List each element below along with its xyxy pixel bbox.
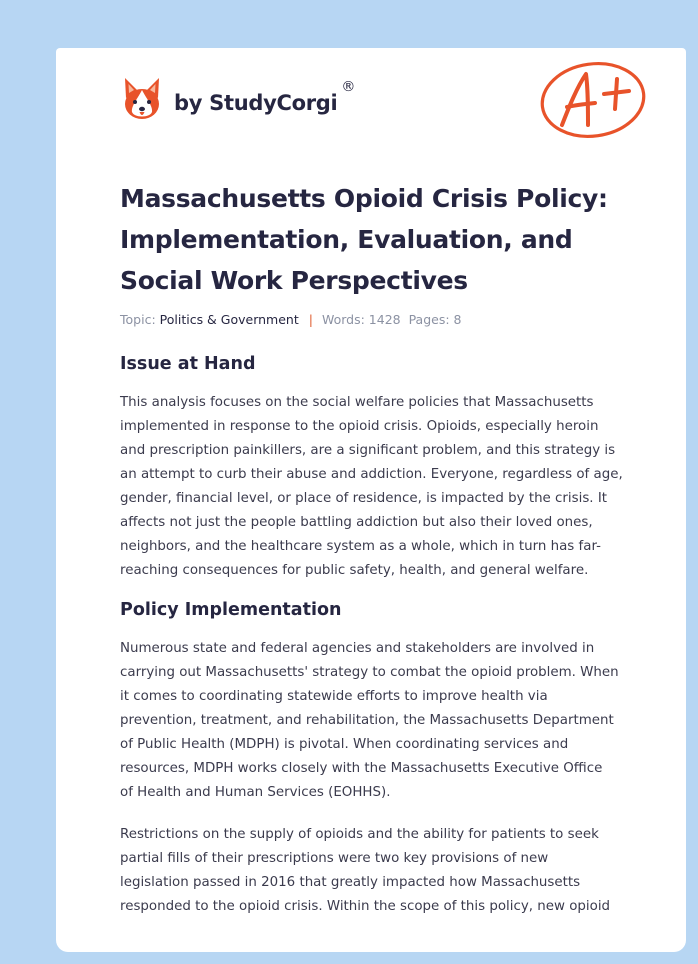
brand-logo[interactable] <box>122 76 355 122</box>
text-line: and prescription painkillers, are a significant problem, and this strategy is <box>120 443 616 458</box>
text-line: prevention, treatment, and rehabilitation, the Massachusetts Department <box>120 713 614 728</box>
text-line: partial fills of their prescriptions were two key provisions of new <box>120 851 549 866</box>
topic-label: Topic: <box>120 312 156 327</box>
text-line: This analysis focuses on the social welfare policies that Massachusetts <box>120 395 594 410</box>
section-heading: Policy Implementation <box>120 600 342 620</box>
text-line: neighbors, and the healthcare system as a whole, which in turn has far- <box>120 539 601 554</box>
text-line: resources, MDPH works closely with the Massachusetts Executive Office <box>120 761 603 776</box>
text-line: responded to the opioid crisis. Within the scope of this policy, new opioid <box>120 899 611 914</box>
text-line: an attempt to curb their abuse and addiction. Everyone, regardless of age, <box>120 467 623 482</box>
document-title <box>120 178 640 301</box>
words-value: 1428 <box>368 312 401 327</box>
title-line: Massachusetts Opioid Crisis Policy: <box>120 184 608 213</box>
paragraph <box>120 637 634 805</box>
document-card <box>56 48 686 952</box>
document-meta <box>120 312 462 327</box>
text-line: gender, financial level, or place of residence, is impacted by the crisis. It <box>120 491 608 506</box>
paragraph <box>120 391 634 583</box>
text-line: reaching consequences for public safety, health, and general welfare. <box>120 563 589 578</box>
meta-separator: | <box>308 312 313 327</box>
paragraph <box>120 823 634 919</box>
text-line: affects not just the people battling addiction but also their loved ones, <box>120 515 593 530</box>
title-line: Social Work Perspectives <box>120 266 468 295</box>
text-line: of Health and Human Services (EOHHS). <box>120 785 391 800</box>
title-line: Implementation, Evaluation, and <box>120 225 573 254</box>
words-label: Words: <box>321 312 365 327</box>
text-line: it comes to coordinating statewide efforts to improve health via <box>120 689 548 704</box>
registered-mark: ® <box>341 79 356 95</box>
text-line: implemented in response to the opioid crisis. Opioids, especially heroin <box>120 419 599 434</box>
section-heading: Issue at Hand <box>120 354 256 374</box>
text-line: legislation passed in 2016 that greatly impacted how Massachusetts <box>120 875 581 890</box>
pages-label: Pages: <box>408 312 450 327</box>
corgi-logo-icon <box>122 76 162 122</box>
text-line: of Public Health (MDPH) is pivotal. When coordinating services and <box>120 737 569 752</box>
text-line: Restrictions on the supply of opioids and the ability for patients to seek <box>120 827 599 842</box>
brand-name: by StudyCorgi <box>174 91 338 115</box>
a-plus-grade-icon <box>538 59 648 143</box>
text-line: carrying out Massachusetts' strategy to combat the opioid problem. When <box>120 665 619 680</box>
pages-value: 8 <box>453 312 462 327</box>
topic-link[interactable]: Politics & Government <box>159 312 299 327</box>
text-line: Numerous state and federal agencies and stakeholders are involved in <box>120 641 595 656</box>
